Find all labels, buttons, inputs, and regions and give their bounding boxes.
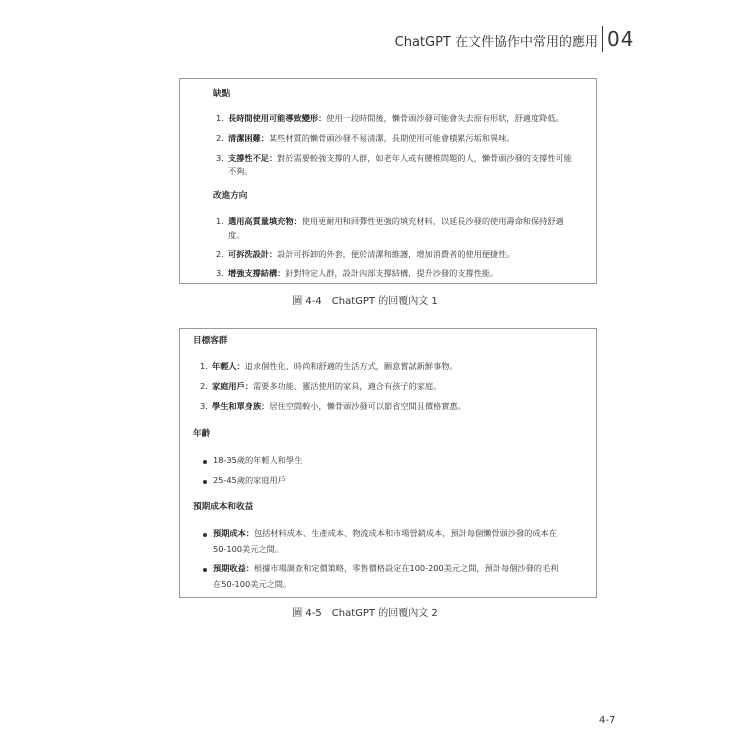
cost-heading: 預期成本和收益: [193, 502, 254, 512]
list-item: 預期收益：根據市場調查和定價策略，零售價格設定在100-200美元之間，預計每個沙發的毛利: [213, 563, 559, 573]
target-audience-heading: 目標客群: [193, 336, 228, 346]
list-item-continuation: 50-100美元之間。: [213, 544, 283, 554]
disadvantages-heading: 缺點: [213, 89, 231, 99]
list-item: 1. 長時間使用可能導致變形：使用一段時間後，懶骨頭沙發可能會失去原有形狀，舒適度降低。: [216, 113, 564, 123]
list-item: 3. 學生和單身族：居住空間較小，懶骨頭沙發可以節省空間且價格實惠。: [200, 401, 466, 411]
bullet-icon: [203, 480, 207, 484]
list-item: 25-45歲的家庭用戶: [213, 475, 286, 485]
list-item-continuation: 度。: [228, 230, 245, 240]
list-item: 2. 可拆洗設計：設計可拆卸的外套，便於清潔和維護，增加消費者的使用便捷性。: [216, 249, 515, 259]
list-item: 2. 家庭用戶：需要多功能、靈活使用的家具，適合有孩子的家庭。: [200, 381, 442, 391]
chapter-number: 04: [607, 27, 635, 51]
list-item: 1. 年輕人：追求個性化、時尚和舒適的生活方式，願意嘗試新鮮事物。: [200, 361, 458, 371]
list-item: 1. 選用高質量填充物：使用更耐用和回彈性更強的填充材料，以延長沙發的使用壽命和保持舒適: [216, 216, 564, 226]
header-divider: [602, 26, 603, 52]
list-item-continuation: 在50-100美元之間。: [213, 579, 292, 589]
bullet-icon: [203, 460, 207, 464]
list-item: 預期成本：包括材料成本、生產成本、物流成本和市場營銷成本，預計每個懶骨頭沙發的成本在: [213, 528, 557, 538]
figure-4-4-caption: 圖 4-4 ChatGPT 的回覆內文 1: [292, 296, 438, 307]
list-item-continuation: 不夠。: [228, 166, 253, 176]
list-item: 18-35歲的年輕人和學生: [213, 455, 303, 465]
improvements-heading: 改進方向: [213, 191, 248, 201]
page-number: 4-7: [599, 715, 616, 726]
list-item: 2. 清潔困難：某些材質的懶骨頭沙發不易清潔，長期使用可能會積累污垢和異味。: [216, 133, 515, 143]
list-item: 3. 增強支撐結構：針對特定人群，設計內部支撐結構，提升沙發的支撐性能。: [216, 268, 499, 278]
figure-4-4-box: [179, 78, 597, 284]
bullet-icon: [203, 533, 207, 537]
list-item: 3. 支撐性不足：對於需要較強支撐的人群，如老年人或有腰椎問題的人，懶骨頭沙發的支撐性可能: [216, 153, 572, 163]
age-heading: 年齡: [193, 429, 211, 439]
bullet-icon: [203, 568, 207, 572]
figure-4-5-box: [179, 328, 597, 598]
running-header-title: ChatGPT 在文件協作中常用的應用: [394, 35, 598, 50]
figure-4-5-caption: 圖 4-5 ChatGPT 的回覆內文 2: [292, 608, 438, 619]
